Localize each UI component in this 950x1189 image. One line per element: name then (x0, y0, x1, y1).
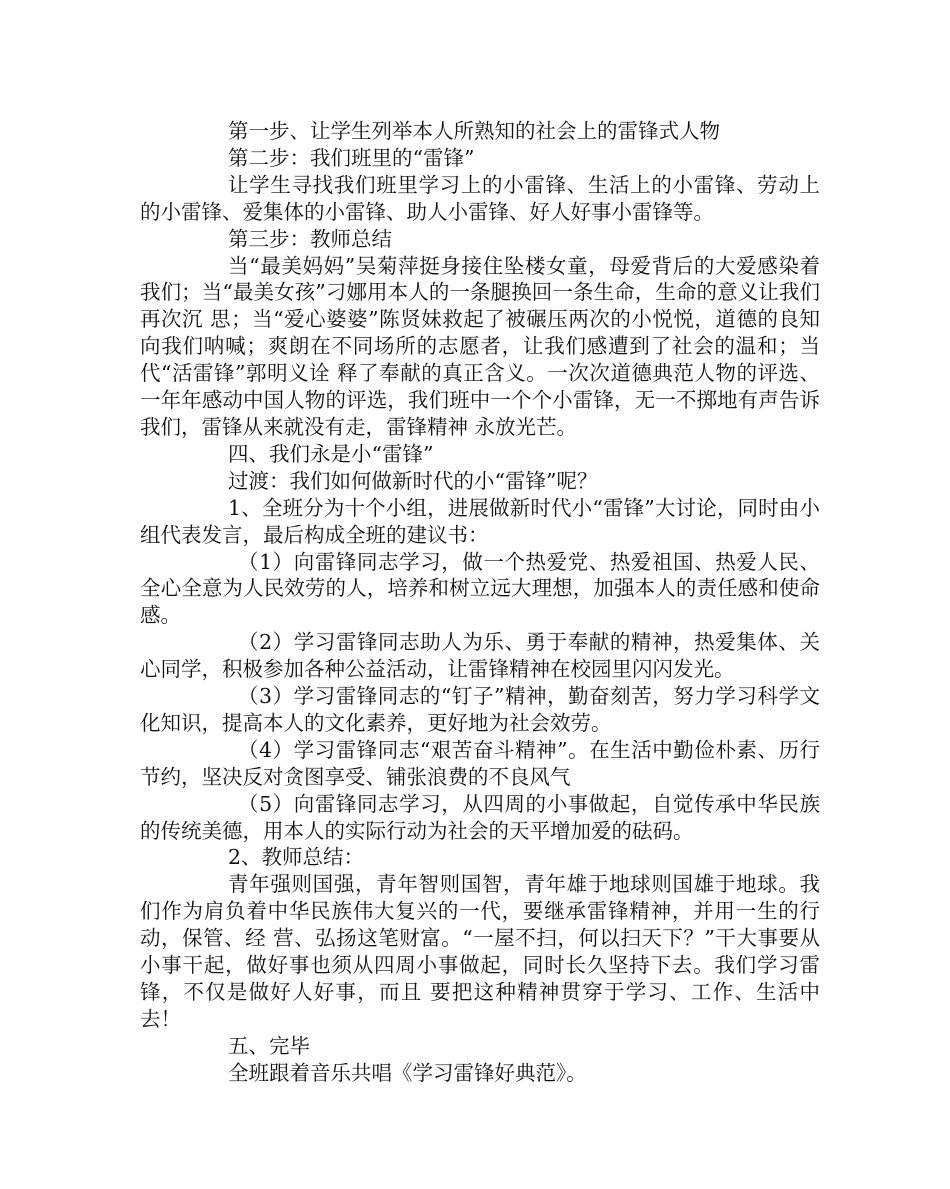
paragraph-transition: 过渡：我们如何做新时代的小“雷锋”呢？ (228, 468, 598, 493)
proposal-item-5: （5）向雷锋同志学习，从四周的小事做起，自觉传承中华民族的传统美德，用本人的实际行动为社会的天平增加爱的砝码。 (140, 791, 820, 843)
section-four-heading: 四、我们永是小“雷锋” (228, 441, 434, 466)
paragraph-step-one: 第一步、让学生列举本人所熟知的社会上的雷锋式人物 (228, 119, 720, 143)
paragraph-step-two-body: 让学生寻找我们班里学习上的小雷锋、生活上的小雷锋、劳动上的小雷锋、爱集体的小雷锋、助人小雷锋、好人好事小雷锋等。 (140, 172, 820, 224)
paragraph-step-two-heading: 第二步：我们班里的“雷锋” (228, 145, 475, 170)
proposal-item-3: （3）学习雷锋同志的“钉子”精神，勤奋刻苦，努力学习科学文化知识，提高本人的文化素养，更好地为社会效劳。 (140, 684, 820, 735)
paragraph-group-discussion: 1、全班分为十个小组，进展做新时代小“雷锋”大讨论，同时由小组代表发言，最后构成全班的建议书： (140, 495, 820, 547)
section-five-heading: 五、完毕 (228, 1033, 310, 1058)
paragraph-step-three-body: 当“最美妈妈”吴菊萍挺身接住坠楼女童，母爱背后的大爱感染着我们；当“最美女孩”刁娜用本人的一条腿换回一条生命，生命的意义让我们再次沉 思；当“爱心婆婆”陈贤妹救起了被碾压两次的小悦悦，道德的良知向我们呐喊；爽朗在不同场所的志愿者，让我们感遭到了社会的温和；当代“活雷锋”郭明义诠 释了奉献的真正含义。一次次道德典范人物的评选、一年年感动中国人物的评选，我们班中一个个小雷锋，无一不掷地有声告诉我们，雷锋从来就没有走，雷锋精神 永放光芒。 (140, 253, 820, 439)
document-body (140, 118, 820, 1087)
paragraph-closing: 全班跟着音乐共唱《学习雷锋好典范》。 (228, 1060, 587, 1085)
paragraph-step-three-heading: 第三步：教师总结 (228, 226, 392, 251)
proposal-item-1: （1）向雷锋同志学习，做一个热爱党、热爱祖国、热爱人民、全心全意为人民效劳的人，培养和树立远大理想，加强本人的责任感和使命感。 (140, 549, 820, 628)
paragraph-teacher-summary-body: 青年强则国强，青年智则国智，青年雄于地球则国雄于地球。我们作为肩负着中华民族伟大复兴的一代，要继承雷锋精神，并用一生的行动，保管、经 营、弘扬这笔财富。“一屋不扫，何以扫天下？”干大事要从小事干起，做好事也须从四周小事做起，同时长久坚持下去。我们学习雷锋，不仅是做好人好事，而且 要把这种精神贯穿于学习、工作、生活中去！ (140, 872, 820, 1031)
proposal-item-4: （4）学习雷锋同志“艰苦奋斗精神”。在生活中勤俭朴素、历行节约，坚决反对贪图享受、铺张浪费的不良风气 (140, 737, 820, 789)
proposal-item-2: （2）学习雷锋同志助人为乐、勇于奉献的精神，热爱集体、关心同学，积极参加各种公益活动，让雷锋精神在校园里闪闪发光。 (140, 630, 820, 682)
paragraph-teacher-summary-heading: 2、教师总结： (228, 845, 365, 870)
